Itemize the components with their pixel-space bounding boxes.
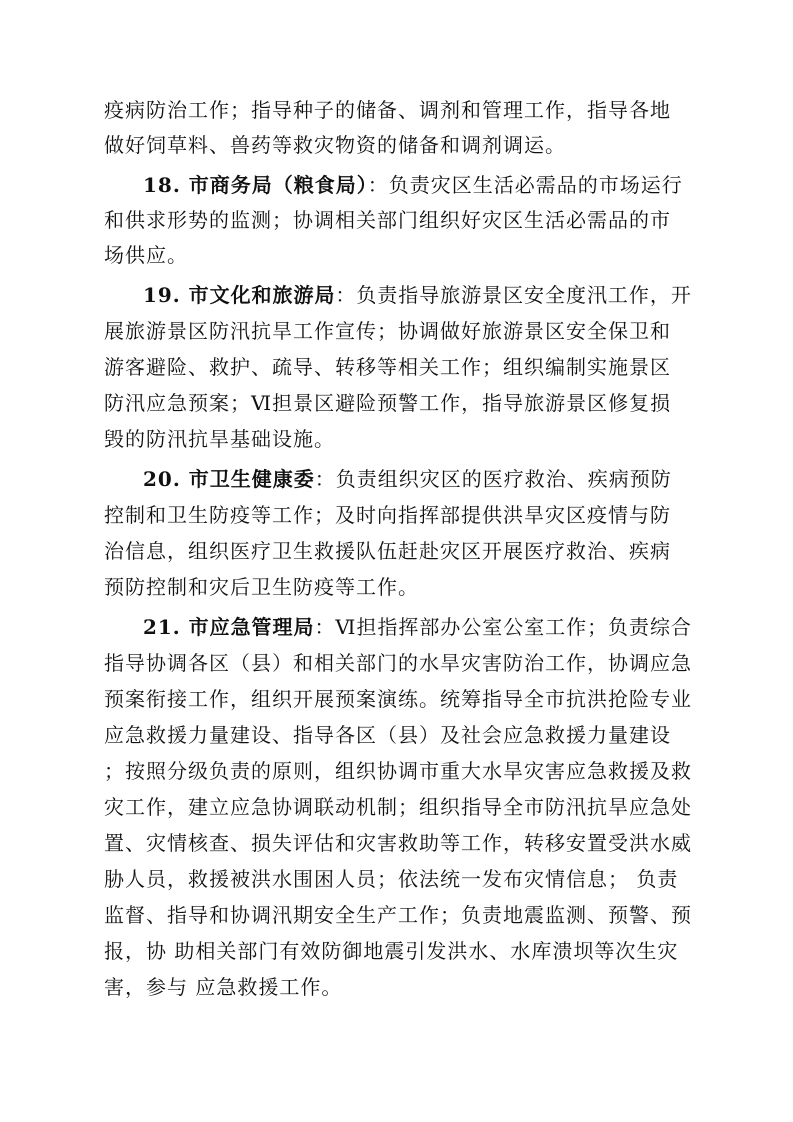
text-line: 展旅游景区防汛抗旱工作宣传；协调做好旅游景区安全保卫和 — [104, 319, 671, 343]
text-line: 治信息，组织医疗卫生救援队伍赶赴灾区开展医疗救治、疾病 — [104, 539, 671, 563]
text-line: 灾工作，建立应急协调联动机制；组织指导全市防汛抗旱应急处 — [104, 795, 692, 819]
text-line: 和供求形势的监测；协调相关部门组织好灾区生活必需品的市 — [104, 208, 671, 232]
text-line — [143, 173, 683, 197]
text-line — [143, 283, 692, 307]
text-line: 应急救援力量建设、指导各区（县）及社会应急救援力量建设 — [104, 723, 671, 747]
text-line: 报，协 助相关部门有效防御地震引发洪水、水库溃坝等次生灾 — [104, 939, 679, 963]
text-line: 疫病防治工作；指导种子的储备、调剂和管理工作，指导各地 — [104, 98, 671, 122]
item-heading: 20. 市卫生健康委 — [143, 467, 315, 491]
item-text: ：负责灾区生活必需品的市场运行 — [367, 173, 683, 197]
item-text: ：负责指导旅游景区安全度汛工作，开 — [335, 283, 692, 307]
item-heading: 18. 市商务局（粮食局） — [143, 173, 368, 197]
text-line: 监督、指导和协调汛期安全生产工作；负责地震监测、预警、预 — [104, 903, 692, 927]
text-line: 指导协调各区（县）和相关部门的水旱灾害防治工作，协调应急 — [104, 651, 692, 675]
text-line: 游客避险、救护、疏导、转移等相关工作；组织编制实施景区 — [104, 355, 671, 379]
item-heading: 21. 市应急管理局 — [143, 615, 315, 639]
text-line: 胁人员，救援被洪水围困人员；依法统一发布灾情信息； 负责 — [104, 867, 679, 891]
text-line: 预案衔接工作，组织开展预案演练。统筹指导全市抗洪抢险专业 — [104, 687, 692, 711]
text-line: 防汛应急预案；Ⅵ担景区避险预警工作，指导旅游景区修复损 — [104, 391, 672, 415]
text-line: ；按照分级负责的原则，组织协调市重大水旱灾害应急救援及救 — [104, 759, 692, 783]
item-text: ：Ⅵ担指挥部办公室公室工作；负责综合 — [314, 615, 692, 639]
text-line: 置、灾情核查、损失评估和灾害救助等工作，转移安置受洪水威 — [104, 831, 692, 855]
item-heading: 19. 市文化和旅游局 — [143, 283, 336, 307]
item-text: ：负责组织灾区的医疗救治、疾病预防 — [314, 467, 672, 491]
text-line: 控制和卫生防疫等工作；及时向指挥部提供洪旱灾区疫情与防 — [104, 503, 671, 527]
text-line — [143, 615, 692, 639]
text-line: 场供应。 — [104, 243, 188, 267]
text-line — [143, 467, 672, 491]
text-line: 毁的防汛抗旱基础设施。 — [104, 427, 335, 451]
text-line: 害，参与 应急救援工作。 — [104, 975, 343, 999]
text-line: 预防控制和灾后卫生防疫等工作。 — [104, 575, 419, 599]
text-line: 做好饲草料、兽药等救灾物资的储备和调剂调运。 — [104, 133, 566, 157]
